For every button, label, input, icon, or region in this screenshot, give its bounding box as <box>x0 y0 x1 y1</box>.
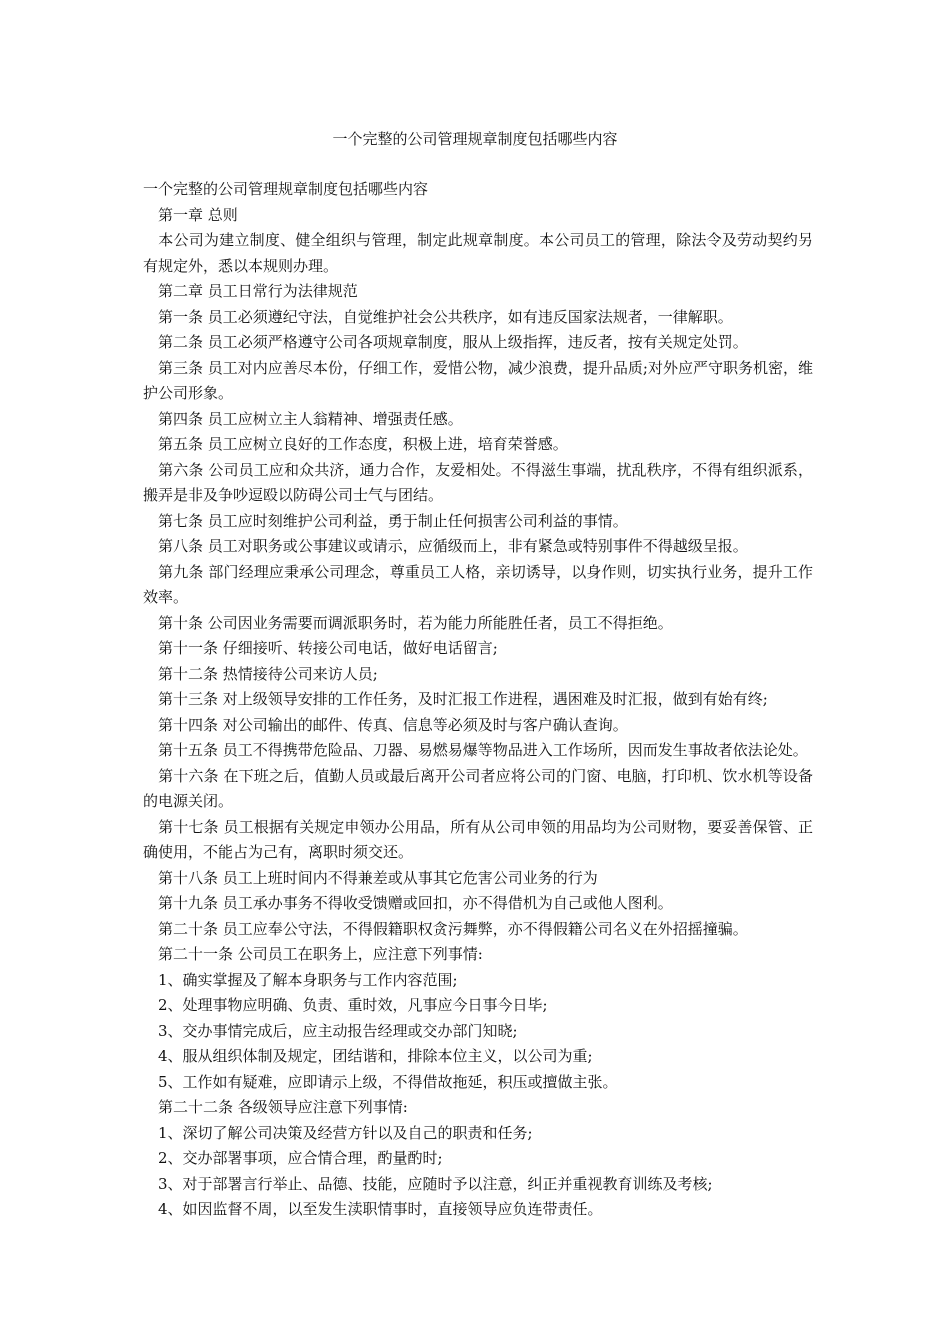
paragraph: 第十五条 员工不得携带危险品、刀器、易燃易爆等物品进入工作场所，因而发生事故者依法论处。 <box>143 741 808 759</box>
paragraph: 1、深切了解公司决策及经营方针以及自己的职责和任务; <box>143 1123 533 1142</box>
page-title: 一个完整的公司管理规章制度包括哪些内容 <box>332 130 618 148</box>
paragraph: 第十六条 在下班之后，值勤人员或最后离开公司者应将公司的门窗、电脑，打印机、饮水机等设备的电源关闭。 <box>143 766 813 810</box>
paragraph: 3、对于部署言行举止、品德、技能，应随时予以注意，纠正并重视教育训练及考核; <box>143 1174 713 1193</box>
paragraph: 第五条 员工应树立良好的工作态度，积极上进，培育荣誉感。 <box>143 435 568 453</box>
paragraph: 第九条 部门经理应秉承公司理念，尊重员工人格，亲切诱导，以身作则，切实执行业务，提升工作效率。 <box>143 562 813 606</box>
paragraph: 第八条 员工对职务或公事建议或请示，应循级而上，非有紧急或特别事件不得越级呈报。 <box>143 537 748 555</box>
paragraph: 3、交办事情完成后，应主动报告经理或交办部门知晓; <box>143 1021 518 1040</box>
paragraph: 5、工作如有疑难，应即请示上级，不得借故拖延，积压或擅做主张。 <box>143 1072 618 1091</box>
paragraph: 2、处理事物应明确、负责、重时效，凡事应今日事今日毕; <box>143 996 548 1014</box>
paragraph: 第十三条 对上级领导安排的工作任务，及时汇报工作进程，遇困难及时汇报，做到有始有终; <box>143 690 768 708</box>
paragraph: 第三条 员工对内应善尽本份，仔细工作，爱惜公物，减少浪费，提升品质;对外应严守职务机密，维护公司形象。 <box>143 358 813 402</box>
paragraph: 第二十二条 各级领导应注意下列事情: <box>143 1098 408 1116</box>
paragraph: 第十八条 员工上班时间内不得兼差或从事其它危害公司业务的行为 <box>143 868 598 887</box>
paragraph: 第二十一条 公司员工在职务上，应注意下列事情: <box>143 945 483 963</box>
paragraph: 第十二条 热情接待公司来访人员; <box>143 664 378 683</box>
paragraph: 第二条 员工必须严格遵守公司各项规章制度，服从上级指挥，违反者，按有关规定处罚。 <box>143 333 748 351</box>
document-body <box>143 177 813 1223</box>
paragraph: 第二章 员工日常行为法律规范 <box>143 282 358 300</box>
paragraph: 1、确实掌握及了解本身职务与工作内容范围; <box>143 970 458 989</box>
paragraph: 第四条 员工应树立主人翁精神、增强责任感。 <box>143 409 463 428</box>
paragraph: 第十九条 员工承办事务不得收受馈赠或回扣，亦不得借机为自己或他人图利。 <box>143 894 673 912</box>
paragraph: 第二十条 员工应奉公守法，不得假籍职权贪污舞弊，亦不得假籍公司名义在外招摇撞骗。 <box>143 919 748 938</box>
paragraph: 第七条 员工应时刻维护公司利益，勇于制止任何损害公司利益的事情。 <box>143 511 628 530</box>
paragraph: 第十七条 员工根据有关规定申领办公用品，所有从公司申领的用品均为公司财物，要妥善保管、正确使用，不能占为己有，离职时须交还。 <box>143 817 813 861</box>
paragraph: 第六条 公司员工应和众共济，通力合作，友爱相处。不得滋生事端，扰乱秩序，不得有组织派系，搬弄是非及争吵逗殴以防碍公司士气与团结。 <box>143 460 813 504</box>
paragraph: 本公司为建立制度、健全组织与管理，制定此规章制度。本公司员工的管理，除法令及劳动契约另有规定外，悉以本规则办理。 <box>143 231 813 275</box>
paragraph: 4、如因监督不周，以至发生渎职情事时，直接领导应负连带责任。 <box>143 1200 603 1218</box>
paragraph: 第十一条 仔细接听、转接公司电话，做好电话留言; <box>143 639 498 657</box>
paragraph: 4、服从组织体制及规定，团结谐和，排除本位主义，以公司为重; <box>143 1047 593 1065</box>
paragraph: 2、交办部署事项，应合情合理，酌量酌时; <box>143 1149 443 1167</box>
paragraph: 第一条 员工必须遵纪守法，自觉维护社会公共秩序，如有违反国家法规者，一律解职。 <box>143 307 733 326</box>
paragraph: 第十条 公司因业务需要而调派职务时，若为能力所能胜任者，员工不得拒绝。 <box>143 613 673 632</box>
paragraph: 一个完整的公司管理规章制度包括哪些内容 <box>143 180 429 198</box>
paragraph: 第十四条 对公司输出的邮件、传真、信息等必须及时与客户确认查询。 <box>143 715 628 734</box>
paragraph: 第一章 总则 <box>143 205 238 224</box>
